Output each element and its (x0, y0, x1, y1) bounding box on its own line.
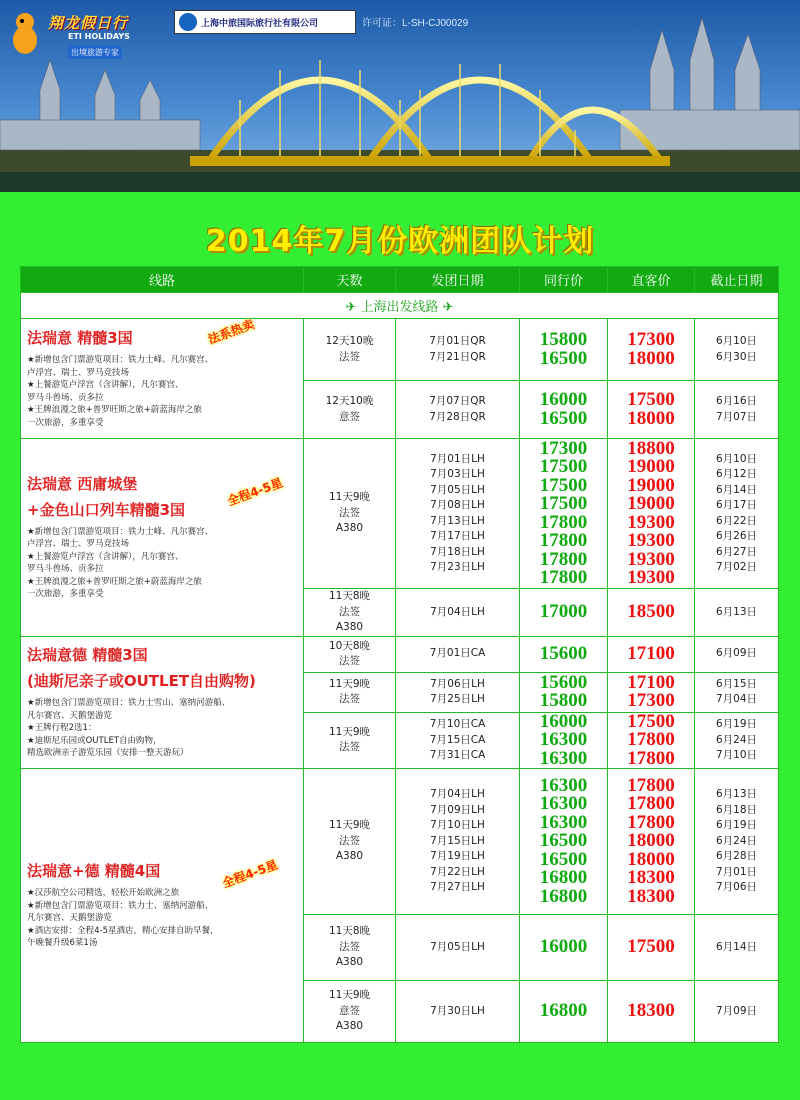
deadline-cell (695, 712, 779, 769)
departure-cell-line: 7月06日LH (430, 677, 485, 690)
departure-cell (396, 712, 520, 769)
col-departure-date: 发团日期 (396, 267, 520, 293)
direct-price-cell (608, 672, 695, 712)
direct-price-cell-line: 17100 (627, 642, 675, 664)
brand-tagline: 出境旅游专家 (68, 46, 122, 59)
departure-cell-line: 7月18日LH (430, 545, 485, 558)
peer-price-cell-line: 16300 (539, 729, 588, 750)
days-cell (304, 769, 396, 915)
highlight-line: ★新增包含门票游览项目：铁力士峰、凡尔赛宫、 (27, 355, 214, 365)
peer-price-cell-line: 17500 (539, 493, 588, 514)
direct-price-cell-line: 18000 (627, 407, 675, 429)
direct-price-cell-line: 19300 (627, 511, 675, 533)
deadline-cell-line: 7月06日 (715, 881, 758, 894)
peer-price-cell (520, 319, 608, 381)
highlight-line: 凡尔赛宫、天鹅堡游览 (27, 913, 113, 924)
highlight-line: ★汉莎航空公司精选，轻松开始欧洲之旅 (27, 888, 180, 899)
deadline-cell (695, 319, 779, 381)
days-cell-line: 11天9晚 (328, 491, 371, 504)
highlight-line: 午晚餐升级6菜1汤 (27, 938, 98, 949)
highlight-line: 一次旅游，多重享受 (27, 589, 104, 600)
direct-price-cell-line: 18300 (627, 885, 675, 907)
departure-cell-line: 7月01日QR (429, 335, 486, 347)
direct-price-cell-line: 18300 (627, 1000, 675, 1022)
direct-price-cell-line: 19000 (627, 493, 675, 514)
departure-cell-line: 7月15日LH (430, 834, 485, 847)
col-route: 线路 (21, 267, 304, 293)
departure-cell (396, 915, 520, 981)
peer-price-cell-line: 16000 (539, 710, 588, 732)
highlight-line: ★新增包含门票游览项目：铁力士峰、凡尔赛宫、 (27, 526, 214, 537)
direct-price-cell-line: 17800 (627, 793, 675, 815)
peer-price-cell (520, 981, 608, 1043)
direct-price-cell-line: 17500 (627, 710, 675, 732)
airplane-icon: ✈ (345, 300, 357, 315)
days-cell-line: 法签 (339, 506, 360, 519)
route-name: 法瑞意德 精髓3国 (27, 646, 148, 664)
days-cell (304, 589, 396, 637)
peer-price-cell (520, 672, 608, 712)
days-cell-line: 意签 (339, 410, 360, 423)
departure-cell-line: 7月25日LH (430, 693, 485, 705)
route-name: 法瑞意 西庸城堡 (27, 474, 138, 493)
tour-schedule-table (20, 266, 779, 1043)
direct-price-cell-line: 17800 (627, 747, 675, 769)
deadline-cell-line: 7月02日 (715, 561, 758, 573)
days-cell (304, 712, 396, 769)
days-cell (304, 381, 396, 439)
partner-emblem-icon (179, 13, 197, 31)
peer-price-cell-line: 17500 (539, 474, 588, 496)
peer-price-cell-line: 16500 (539, 830, 588, 852)
direct-price-cell (608, 915, 695, 981)
direct-price-cell (608, 319, 695, 381)
promo-stamp: 全程4-5星 (225, 475, 285, 509)
departure-cell-line: 7月31日CA (429, 749, 486, 761)
direct-price-cell-line: 17300 (627, 690, 675, 711)
deadline-cell-line: 6月16日 (715, 395, 758, 407)
deadline-cell-line: 6月19日 (715, 718, 758, 730)
direct-price-cell-line: 19000 (627, 456, 675, 477)
deadline-cell-line: 6月14日 (715, 483, 758, 496)
peer-price-cell-line: 15800 (539, 329, 588, 350)
deadline-cell (695, 981, 779, 1043)
highlight-line: ★王牌浪漫之旅+普罗旺斯之旅+蔚蓝海岸之旅 (27, 405, 202, 415)
page-title: 2014年7月份欧洲团队计划 (205, 224, 595, 259)
days-cell (304, 636, 396, 672)
departure-cell-line: 7月10日LH (430, 819, 485, 832)
peer-price-cell-line: 16800 (539, 885, 588, 907)
direct-price-cell (608, 636, 695, 672)
route-highlights (27, 354, 297, 429)
direct-price-cell-line: 19300 (627, 548, 675, 570)
departure-cell-line: 7月27日LH (430, 881, 485, 894)
route-name: (迪斯尼亲子或OUTLET自由购物) (27, 672, 256, 690)
departure-cell (396, 981, 520, 1043)
highlight-line: ★上餐游览卢浮宫（含讲解），凡尔赛宫、 (27, 551, 184, 562)
airplane-icon: ✈ (442, 300, 454, 315)
departure-cell-line: 7月04日LH (430, 788, 485, 801)
peer-price-cell-line: 15800 (539, 690, 588, 711)
departure-cell-line: 7月19日LH (430, 850, 485, 863)
deadline-cell-line: 6月10日 (715, 452, 758, 465)
peer-price-cell (520, 769, 608, 915)
days-cell-line: A380 (335, 1020, 364, 1033)
promo-stamp: 全程4-5星 (220, 857, 280, 891)
direct-price-cell-line: 17100 (627, 671, 675, 693)
days-cell-line: 法签 (339, 605, 360, 618)
days-cell-line: 11天8晚 (328, 925, 371, 938)
deadline-cell-line: 7月04日 (715, 693, 758, 705)
direct-price-cell (608, 712, 695, 769)
departure-cell (396, 769, 520, 915)
departure-cell-line: 7月03日LH (430, 468, 485, 480)
departure-cell-line: 7月30日LH (430, 1004, 485, 1017)
departure-cell-line: 7月05日LH (430, 940, 485, 953)
region-row (21, 293, 779, 319)
highlight-line: 一次旅游，多重享受 (27, 417, 104, 428)
days-cell-line: A380 (335, 522, 364, 535)
days-cell-line: 法签 (339, 693, 360, 705)
departure-cell (396, 589, 520, 637)
header-banner (0, 0, 800, 192)
departure-cell-line: 7月13日LH (430, 514, 485, 527)
eti-holidays-logo (8, 6, 158, 62)
departure-cell-line: 7月01日CA (429, 647, 486, 660)
col-peer-price: 同行价 (520, 267, 608, 293)
direct-price-cell-line: 19000 (627, 474, 675, 496)
partner-logo (174, 10, 356, 34)
days-cell-line: 12天10晚 (325, 395, 374, 407)
deadline-cell-line: 6月15日 (715, 677, 758, 690)
departure-cell (396, 672, 520, 712)
peer-price-cell-line: 17000 (539, 601, 588, 622)
departure-cell-line: 7月22日LH (430, 865, 485, 878)
deadline-cell (695, 636, 779, 672)
departure-cell-line: 7月17日LH (430, 530, 485, 542)
peer-price-cell-line: 16800 (539, 1000, 588, 1022)
table-row (21, 769, 779, 915)
direct-price-cell-line: 19300 (627, 530, 675, 551)
departure-cell-line: 7月28日QR (429, 410, 486, 423)
direct-price-cell-line: 17800 (627, 774, 675, 796)
route-cell (21, 636, 304, 769)
license-number: 许可证：L-SH-CJ00029 (362, 18, 469, 29)
deadline-cell-line: 6月18日 (715, 803, 758, 816)
deadline-cell (695, 439, 779, 589)
days-cell (304, 319, 396, 381)
highlight-line: ★迪斯尼乐园或OUTLET自由购物， (27, 735, 162, 746)
departure-cell-line: 7月10日CA (429, 718, 486, 730)
highlight-line: 卢浮宫、瑞士、罗马竞技场 (27, 539, 130, 550)
days-cell-line: 法签 (339, 741, 360, 754)
peer-price-cell (520, 636, 608, 672)
table-row (21, 439, 779, 589)
departure-cell-line: 7月23日LH (430, 561, 485, 573)
deadline-cell-line: 6月09日 (715, 647, 758, 660)
deadline-cell-line: 6月24日 (715, 834, 758, 847)
departure-cell-line: 7月15日CA (429, 733, 486, 746)
days-cell-line: A380 (335, 850, 364, 863)
route-cell (21, 439, 304, 637)
direct-price-cell-line: 18000 (627, 347, 675, 369)
days-cell-line: 法签 (339, 350, 360, 363)
deadline-cell (695, 672, 779, 712)
direct-price-cell (608, 769, 695, 915)
deadline-cell (695, 769, 779, 915)
deadline-cell-line: 6月28日 (715, 850, 758, 863)
deadline-cell-line: 6月30日 (715, 350, 758, 363)
direct-price-cell-line: 17800 (627, 811, 675, 833)
peer-price-cell-line: 16500 (539, 848, 588, 870)
days-cell-line: 法签 (339, 834, 360, 847)
direct-price-cell (608, 439, 695, 589)
peer-price-cell-line: 17500 (539, 456, 588, 477)
deadline-cell-line: 6月10日 (715, 335, 758, 347)
peer-price-cell-line: 16500 (539, 347, 588, 369)
highlight-line: ★王牌浪漫之旅+普罗旺斯之旅+蔚蓝海岸之旅 (27, 576, 202, 587)
promo-stamp: 法系热卖 (206, 317, 257, 347)
direct-price-cell-line: 17800 (627, 729, 675, 750)
route-name: 法瑞意 精髓3国 (27, 329, 133, 347)
peer-price-cell-line: 17800 (539, 548, 588, 570)
highlight-line: 罗马斗兽场、贡多拉 (27, 392, 104, 403)
direct-price-cell-line: 18000 (627, 830, 675, 852)
peer-price-cell (520, 915, 608, 981)
deadline-cell-line: 6月27日 (715, 545, 758, 558)
departure-cell (396, 381, 520, 439)
departure-cell-line: 7月08日LH (430, 499, 485, 511)
deadline-cell-line: 6月13日 (715, 788, 758, 801)
deadline-cell-line: 6月13日 (715, 605, 758, 618)
mascot-icon (8, 10, 42, 58)
peer-price-cell (520, 589, 608, 637)
region-label: 上海出发线路 (360, 300, 439, 315)
deadline-cell-line: 7月07日 (715, 410, 758, 423)
table-row (21, 319, 779, 381)
col-deadline: 截止日期 (695, 267, 779, 293)
deadline-cell-line: 6月26日 (715, 530, 758, 542)
deadline-cell-line: 7月01日 (715, 865, 758, 878)
deadline-cell-line: 6月12日 (715, 468, 758, 480)
deadline-cell (695, 589, 779, 637)
peer-price-cell-line: 16300 (539, 793, 588, 815)
peer-price-cell-line: 16000 (539, 389, 588, 410)
brand-english: ETI HOLIDAYS (68, 32, 130, 41)
direct-price-cell-line: 18000 (627, 848, 675, 870)
col-days: 天数 (304, 267, 396, 293)
days-cell (304, 672, 396, 712)
brand-chinese: 翔龙假日行 (48, 14, 129, 32)
peer-price-cell-line: 16300 (539, 747, 588, 769)
days-cell-line: 11天9晚 (328, 819, 371, 832)
peer-price-cell-line: 16000 (539, 936, 588, 958)
route-name: 法瑞意+德 精髓4国 (27, 862, 161, 881)
highlight-line: ★新增包含门票游览项目：铁力士、塞纳河游船、 (27, 900, 214, 911)
deadline-cell-line: 6月14日 (715, 940, 758, 953)
peer-price-cell-line: 17800 (539, 567, 588, 588)
departure-cell-line: 7月01日LH (430, 452, 485, 465)
peer-price-cell-line: 15600 (539, 642, 588, 664)
peer-price-cell (520, 381, 608, 439)
departure-cell-line: 7月07日QR (429, 395, 486, 407)
direct-price-cell-line: 17500 (627, 389, 675, 410)
deadline-cell (695, 915, 779, 981)
direct-price-cell (608, 381, 695, 439)
days-cell-line: 11天9晚 (328, 725, 371, 738)
table-row (21, 636, 779, 672)
days-cell-line: 11天9晚 (328, 677, 371, 690)
highlight-line: ★酒店安排：全程4-5星酒店，精心安排自助早餐， (27, 925, 219, 936)
route-cell (21, 319, 304, 439)
days-cell-line: 意签 (339, 1004, 360, 1017)
route-cell (21, 769, 304, 1043)
highlight-line: ★王牌行程2选1： (27, 723, 97, 733)
departure-cell-line: 7月05日LH (430, 483, 485, 496)
direct-price-cell-line: 17300 (627, 329, 675, 350)
route-highlights (27, 526, 297, 601)
route-highlights (27, 887, 297, 950)
deadline-cell-line: 6月19日 (715, 819, 758, 832)
direct-price-cell-line: 17500 (627, 936, 675, 958)
peer-price-cell-line: 15600 (539, 671, 588, 693)
peer-price-cell-line: 16300 (539, 774, 588, 796)
deadline-cell-line: 6月24日 (715, 733, 758, 746)
peer-price-cell-line: 17300 (539, 437, 588, 459)
partner-name: 上海中旅国际旅行社有限公司 (201, 18, 319, 29)
days-cell-line: 11天9晚 (328, 989, 371, 1002)
highlight-line: ★上餐游览卢浮宫（含讲解），凡尔赛宫、 (27, 380, 184, 390)
route-name: +金色山口列车精髓3国 (27, 500, 186, 519)
days-cell-line: 10天8晚 (328, 639, 371, 652)
deadline-cell (695, 381, 779, 439)
deadline-cell-line: 7月10日 (715, 749, 758, 761)
days-cell (304, 915, 396, 981)
highlight-line: 精选欧洲亲子游览乐园（安排一整天游玩） (27, 748, 189, 758)
direct-price-cell-line: 19300 (627, 567, 675, 588)
peer-price-cell-line: 17800 (539, 530, 588, 551)
direct-price-cell-line: 18300 (627, 867, 675, 889)
deadline-cell-line: 7月09日 (715, 1004, 758, 1017)
direct-price-cell-line: 18500 (627, 601, 675, 622)
peer-price-cell-line: 17800 (539, 511, 588, 533)
highlight-line: ★新增包含门票游览项目：铁力士雪山、塞纳河游船、 (27, 698, 231, 708)
departure-cell-line: 7月21日QR (429, 350, 486, 363)
table-header (21, 267, 779, 293)
days-cell-line: 法签 (339, 940, 360, 953)
days-cell (304, 439, 396, 589)
direct-price-cell (608, 589, 695, 637)
col-direct-price: 直客价 (608, 267, 695, 293)
departure-cell (396, 636, 520, 672)
departure-cell-line: 7月04日LH (430, 605, 485, 618)
deadline-cell-line: 6月22日 (715, 514, 758, 527)
departure-cell-line: 7月09日LH (430, 803, 485, 816)
deadline-cell-line: 6月17日 (715, 499, 758, 511)
highlight-line: 卢浮宫、瑞士、罗马竞技场 (27, 367, 130, 378)
days-cell-line: 11天8晚 (328, 590, 371, 602)
days-cell (304, 981, 396, 1043)
highlight-line: 凡尔赛宫、天鹅堡游览 (27, 710, 113, 721)
route-highlights (27, 697, 297, 760)
peer-price-cell (520, 712, 608, 769)
direct-price-cell-line: 18800 (627, 437, 675, 459)
departure-cell (396, 439, 520, 589)
peer-price-cell-line: 16500 (539, 407, 588, 429)
peer-price-cell-line: 16800 (539, 867, 588, 889)
days-cell-line: 12天10晚 (325, 335, 374, 347)
days-cell-line: 法签 (339, 655, 360, 667)
peer-price-cell (520, 439, 608, 589)
highlight-line: 罗马斗兽场、贡多拉 (27, 564, 104, 575)
days-cell-line: A380 (335, 956, 364, 969)
peer-price-cell-line: 16300 (539, 811, 588, 833)
departure-cell (396, 319, 520, 381)
direct-price-cell (608, 981, 695, 1043)
days-cell-line: A380 (335, 621, 364, 633)
